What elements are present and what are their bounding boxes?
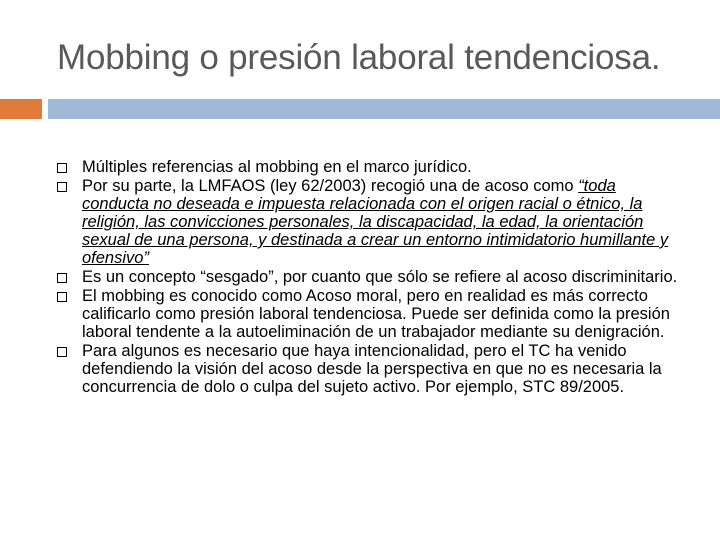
square-bullet-icon: [57, 273, 67, 283]
bullet-text: Es un concepto “sesgado”, por cuanto que sólo se refiere al acoso discriminitario.: [82, 268, 678, 286]
bullet-text: Por su parte, la LMFAOS (ley 62/2003) recogió una de acoso como: [82, 177, 579, 195]
square-bullet-icon: [57, 182, 67, 192]
bullet-text: Múltiples referencias al mobbing en el marco jurídico.: [82, 158, 472, 176]
square-bullet-icon: [57, 292, 67, 302]
accent-bar-blue: [48, 99, 720, 119]
bullet-item: [57, 287, 687, 341]
bullet-list: [57, 158, 687, 397]
bullet-item: [57, 158, 687, 176]
accent-bar-orange: [0, 99, 42, 119]
bullet-item: [57, 268, 687, 286]
slide-title: Mobbing o presión laboral tendenciosa.: [57, 38, 661, 77]
square-bullet-icon: [57, 347, 67, 357]
square-bullet-icon: [57, 163, 67, 173]
bullet-item: [57, 342, 687, 396]
bullet-text: El mobbing es conocido como Acoso moral, pero en realidad es más correcto calificarlo como presión laboral tendenciosa. Puede ser definida como la presión laboral tendente a la autoeliminación de un trabajador mediante su denigración.: [82, 287, 670, 341]
bullet-item: [57, 177, 687, 267]
legal-definition-quote: “toda conducta no deseada e impuesta relacionada con el origen racial o étnico, la religión, las convicciones personales, la discapacidad, la edad, la orientación sexual de una persona, y destinada a crear un entorno intimidatorio humillante y ofensivo”: [82, 177, 669, 267]
bullet-text: Para algunos es necesario que haya intencionalidad, pero el TC ha venido defendiendo la visión del acoso desde la perspectiva en que no es necesaria la concurrencia de dolo o culpa del sujeto activo. Por ejemplo, STC 89/2005.: [82, 342, 662, 396]
